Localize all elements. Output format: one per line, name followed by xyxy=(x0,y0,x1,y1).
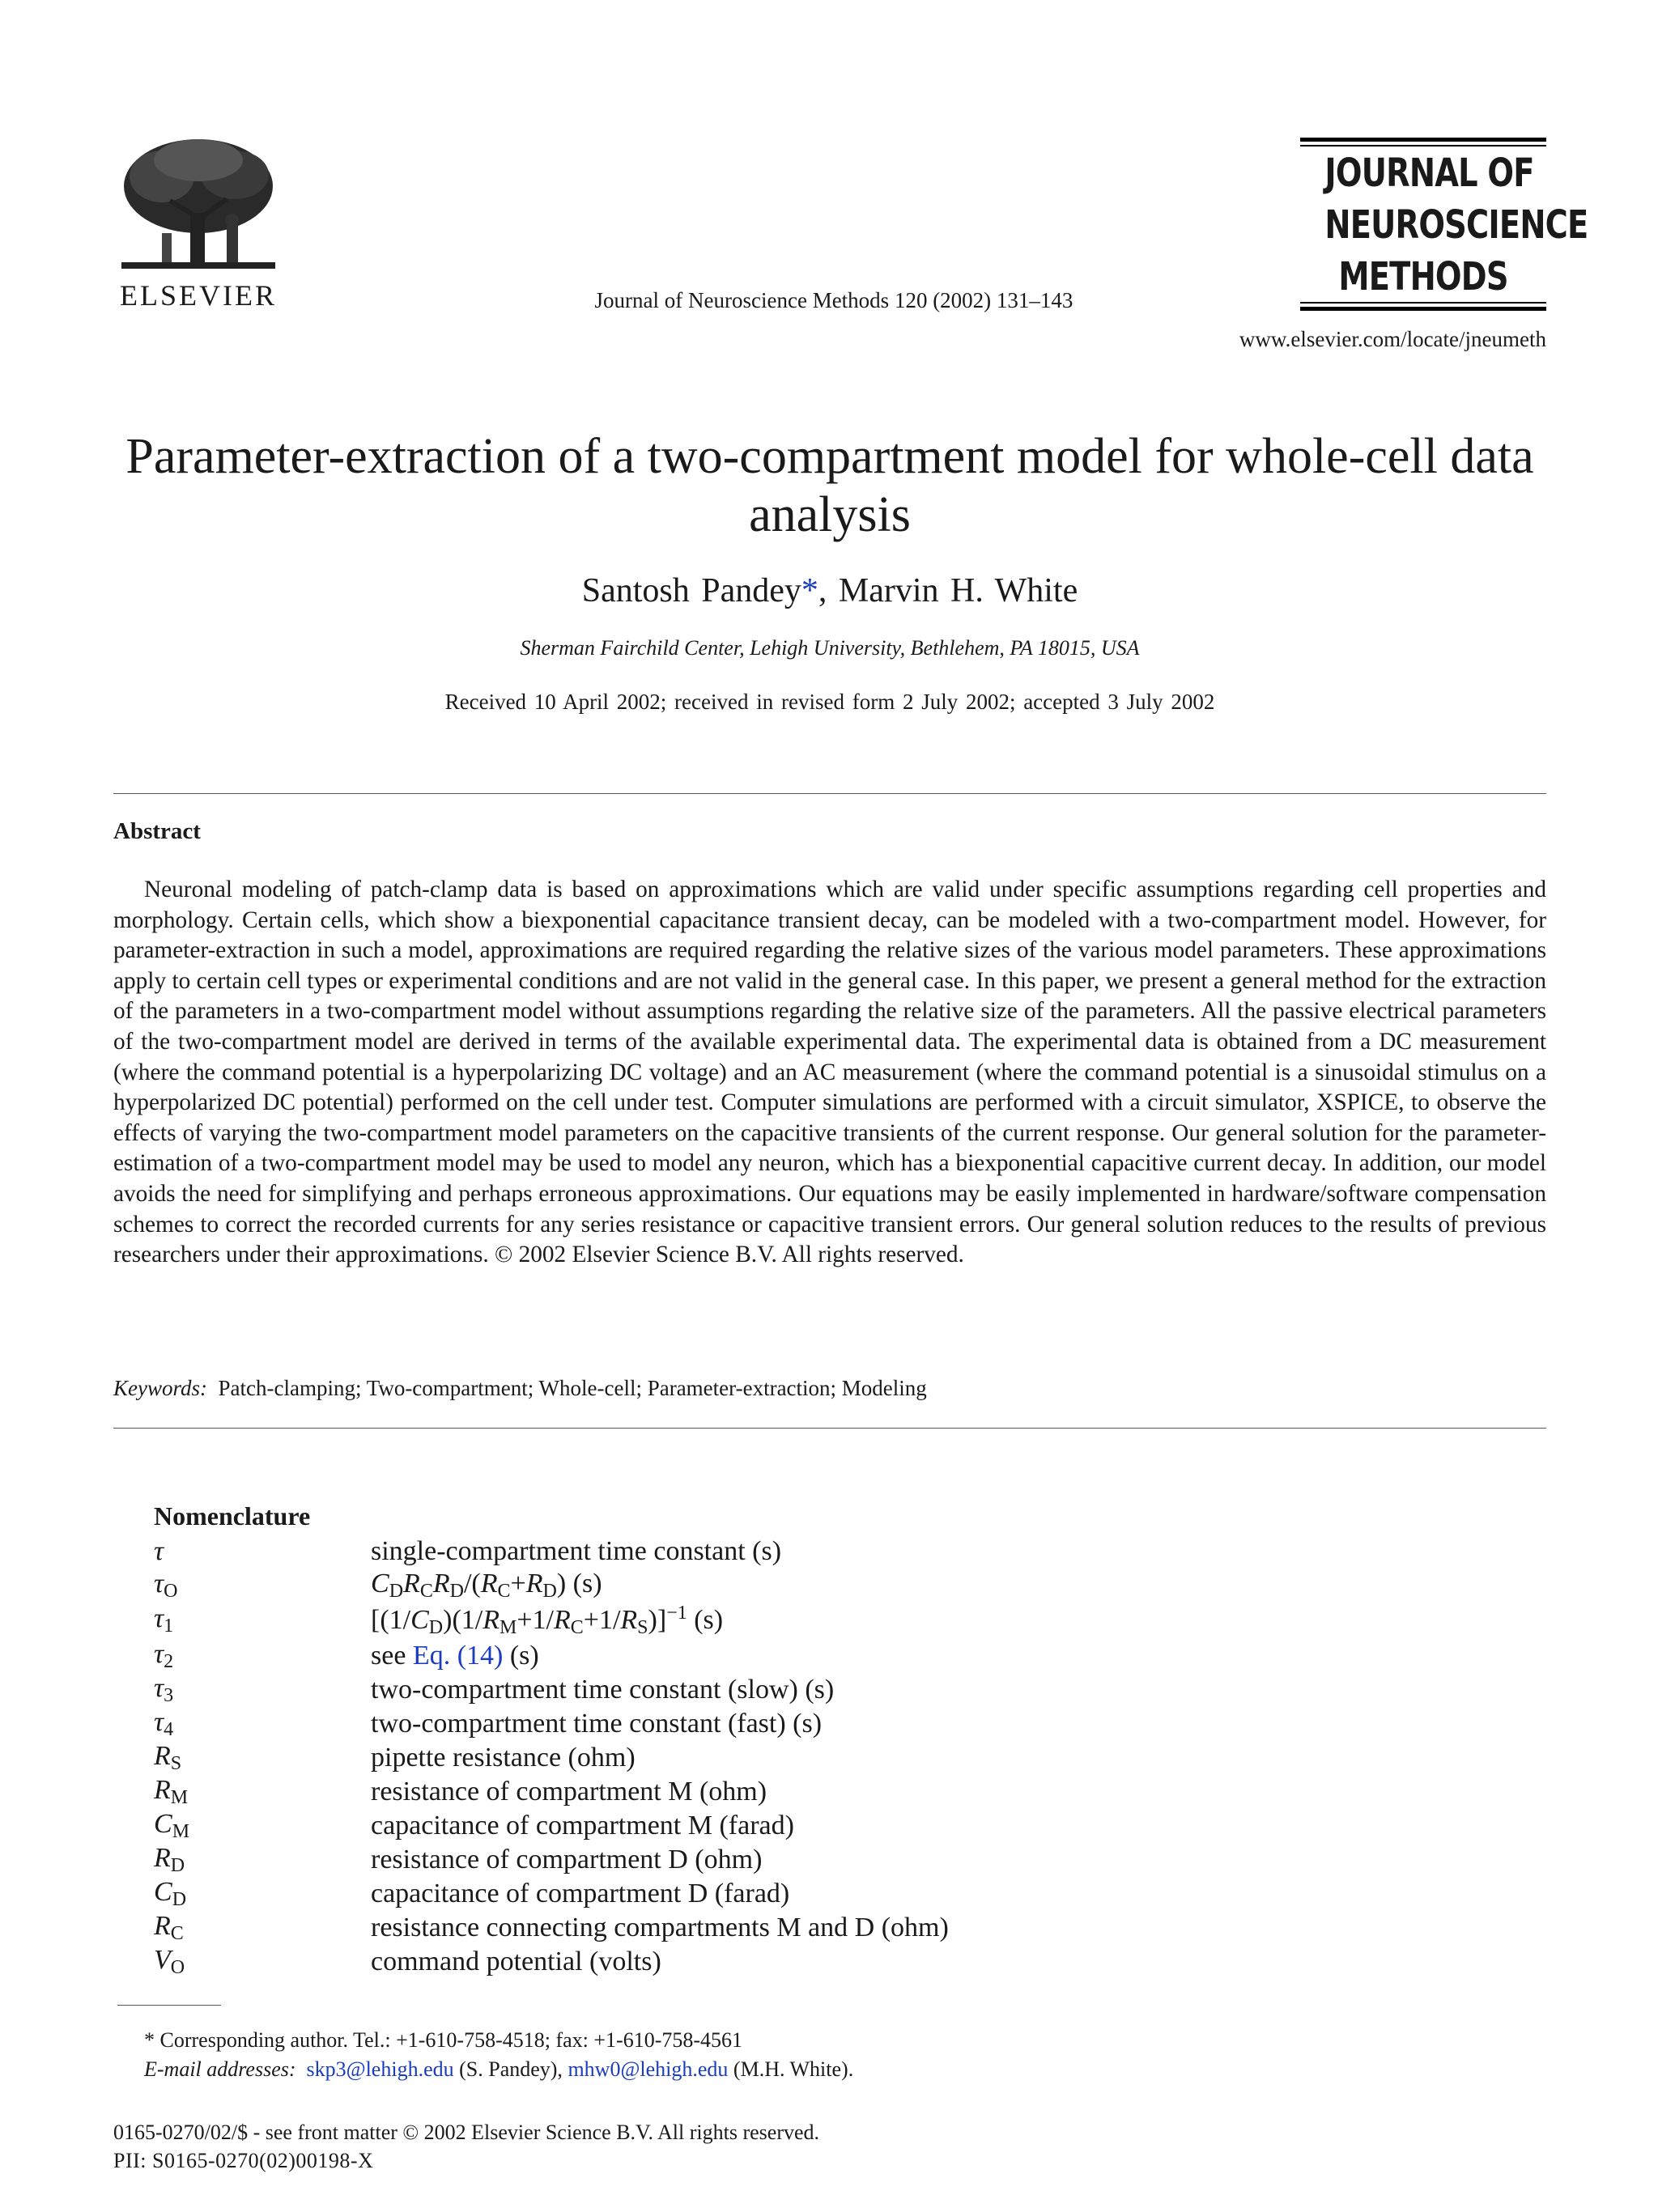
abstract-heading: Abstract xyxy=(113,818,201,844)
nomenclature-symbol: $\tau_O$ xyxy=(154,1568,178,1602)
nomenclature-definition: pipette resistance (ohm) xyxy=(371,1742,636,1773)
nomenclature-definition: two-compartment time constant (slow) (s) xyxy=(371,1674,835,1705)
nomenclature-table xyxy=(154,1535,949,1979)
corresponding-author-marker[interactable]: * xyxy=(801,572,818,609)
nomenclature-definition: resistance of compartment M (ohm) xyxy=(371,1776,767,1807)
nomenclature-definition: command potential (volts) xyxy=(371,1946,661,1976)
journal-url[interactable]: www.elsevier.com/locate/jneumeth xyxy=(1239,327,1546,351)
publisher-wordmark: ELSEVIER xyxy=(120,279,277,312)
divider-top xyxy=(113,793,1546,794)
journal-title-line-3: METHODS xyxy=(1338,254,1508,299)
author-2: Marvin H. White xyxy=(838,572,1078,609)
nomenclature-definition: resistance of compartment D (ohm) xyxy=(371,1844,763,1874)
keywords-label: Keywords: xyxy=(113,1376,207,1400)
front-matter-line: 0165-0270/02/$ - see front matter © 2002 Elsevier Science B.V. All rights reserved. xyxy=(113,2121,820,2144)
email-label: E-mail addresses: xyxy=(144,2057,296,2081)
article-title: Parameter-extraction of a two-compartment model for whole-cell data analysis xyxy=(125,429,1534,542)
nomenclature-row xyxy=(154,1775,949,1809)
corresponding-author-footnote: * Corresponding author. Tel.: +1-610-758-4518; fax: +1-610-758-4561 xyxy=(144,2028,743,2052)
nomenclature-definition: capacitance of compartment D (farad) xyxy=(371,1878,790,1908)
nomenclature-row xyxy=(154,1877,949,1911)
nomenclature-definition: $[(1/C_D)(1/R_M+1/R_C+1/R_S)]^{-1}$ (s) xyxy=(371,1602,724,1638)
nomenclature-symbol: $R_D$ xyxy=(154,1842,185,1876)
nomenclature-symbol: $R_S$ xyxy=(154,1740,182,1774)
nomenclature-heading: Nomenclature xyxy=(154,1501,311,1531)
nomenclature-row xyxy=(154,1843,949,1877)
nomenclature-row xyxy=(154,1603,949,1639)
nomenclature-definition: resistance connecting compartments M and D (ohm) xyxy=(371,1912,949,1942)
received-dates: Received 10 April 2002; received in revised form 2 July 2002; accepted 3 July 2002 xyxy=(444,690,1215,714)
abstract-body: Neuronal modeling of patch-clamp data is based on approximations which are valid under specific assumptions regarding cell properties and morphology. Certain cells, which show a biexponential capacitance transient decay, can be modeled with a two-compartment model. However, for parameter-extraction in such a model, approximations are required regarding the relative sizes of the various model parameters. These approximations apply to certain cell types or experimental conditions and are not valid in the general case. In this paper, we present a general method for the extraction of the parameters in a two-compartment model without assumptions regarding the relative size of the parameters. All the passive electrical parameters of the two-compartment model are derived in terms of the available experimental data. The experimental data is obtained from a DC measurement (where the command potential is a hyperpolarizing DC voltage) and an AC measurement (where the command potential is a sinusoidal stimulus on a hyperpolarized DC potential) performed on the cell under test. Computer simulations are performed with a circuit simulator, XSPICE, to observe the effects of varying the two-compartment model parameters on the capacitive transients of the current response. Our general solution for the parameter-estimation of a two-compartment model may be used to model any neuron, which has a biexponential capacitive current decay. In addition, our model avoids the need for simplifying and perhaps erroneous approximations. Our equations may be easily implemented in hardware/software compensation schemes to correct the recorded currents for any series resistance or capacitive transient errors. Our general solution reduces to the results of previous researchers under their approximations. © 2002 Elsevier Science B.V. All rights reserved. xyxy=(113,877,1546,1268)
masthead-bottom-rule-thin xyxy=(1300,302,1546,304)
email-owner-pandey: (S. Pandey), xyxy=(453,2057,568,2081)
nomenclature-symbol: $\tau_1$ xyxy=(154,1603,174,1637)
keywords-text: Patch-clamping; Two-compartment; Whole-cell; Parameter-extraction; Modeling xyxy=(218,1376,927,1400)
nomenclature-symbol: $\tau_4$ xyxy=(154,1706,174,1740)
nomenclature-symbol: $C_D$ xyxy=(154,1876,187,1910)
nomenclature-definition: see Eq. (14) (s) xyxy=(371,1640,539,1671)
author-separator: , xyxy=(818,572,827,609)
nomenclature-symbol: τ xyxy=(154,1535,164,1566)
email-addresses xyxy=(144,2057,853,2082)
nomenclature-definition: single-compartment time constant (s) xyxy=(371,1535,782,1566)
journal-citation: Journal of Neuroscience Methods 120 (2002) 131–143 xyxy=(594,288,1073,312)
nomenclature-row xyxy=(154,1639,949,1673)
nomenclature-row xyxy=(154,1741,949,1775)
affiliation: Sherman Fairchild Center, Lehigh University, Bethlehem, PA 18015, USA xyxy=(520,636,1140,660)
equation-14-link[interactable]: Eq. (14) xyxy=(412,1640,504,1671)
divider-bottom xyxy=(113,1428,1546,1429)
nomenclature-row xyxy=(154,1673,949,1707)
author-1: Santosh Pandey xyxy=(581,572,801,609)
nomenclature-definition: $C_DR_CR_D/(R_C+R_D)$ (s) xyxy=(371,1568,602,1602)
nomenclature-row xyxy=(154,1707,949,1741)
nomenclature-symbol: $R_C$ xyxy=(154,1910,184,1944)
journal-title-line-2: NEUROSCIENCE xyxy=(1324,202,1588,248)
nomenclature-definition: two-compartment time constant (fast) (s) xyxy=(371,1708,823,1739)
author-line xyxy=(113,571,1546,610)
nomenclature-row xyxy=(154,1911,949,1945)
email-owner-white: (M.H. White). xyxy=(728,2057,854,2081)
email-link-pandey[interactable]: skp3@lehigh.edu xyxy=(306,2057,454,2081)
nomenclature-row xyxy=(154,1945,949,1979)
nomenclature-symbol: $V_O$ xyxy=(154,1944,185,1978)
keywords xyxy=(113,1376,1546,1401)
journal-title-line-1: JOURNAL OF xyxy=(1324,151,1534,196)
nomenclature-row xyxy=(154,1569,949,1603)
journal-masthead xyxy=(1300,138,1588,311)
elsevier-tree-logo xyxy=(113,136,283,275)
pii-line: PII: S0165-0270(02)00198-X xyxy=(113,2149,374,2172)
email-link-white[interactable]: mhw0@lehigh.edu xyxy=(568,2057,729,2081)
nomenclature-symbol: $\tau_2$ xyxy=(154,1638,174,1672)
elsevier-tree-icon xyxy=(113,136,283,275)
nomenclature-symbol: $C_M$ xyxy=(154,1808,190,1842)
nomenclature-definition: capacitance of compartment M (farad) xyxy=(371,1810,794,1841)
footnote-rule xyxy=(117,2005,221,2006)
masthead-bottom-rule xyxy=(1300,307,1546,311)
nomenclature-row xyxy=(154,1809,949,1843)
nomenclature-symbol: $R_M$ xyxy=(154,1774,189,1808)
masthead-top-rule xyxy=(1300,138,1546,142)
nomenclature-row xyxy=(154,1535,949,1569)
nomenclature-symbol: $\tau_3$ xyxy=(154,1672,174,1706)
